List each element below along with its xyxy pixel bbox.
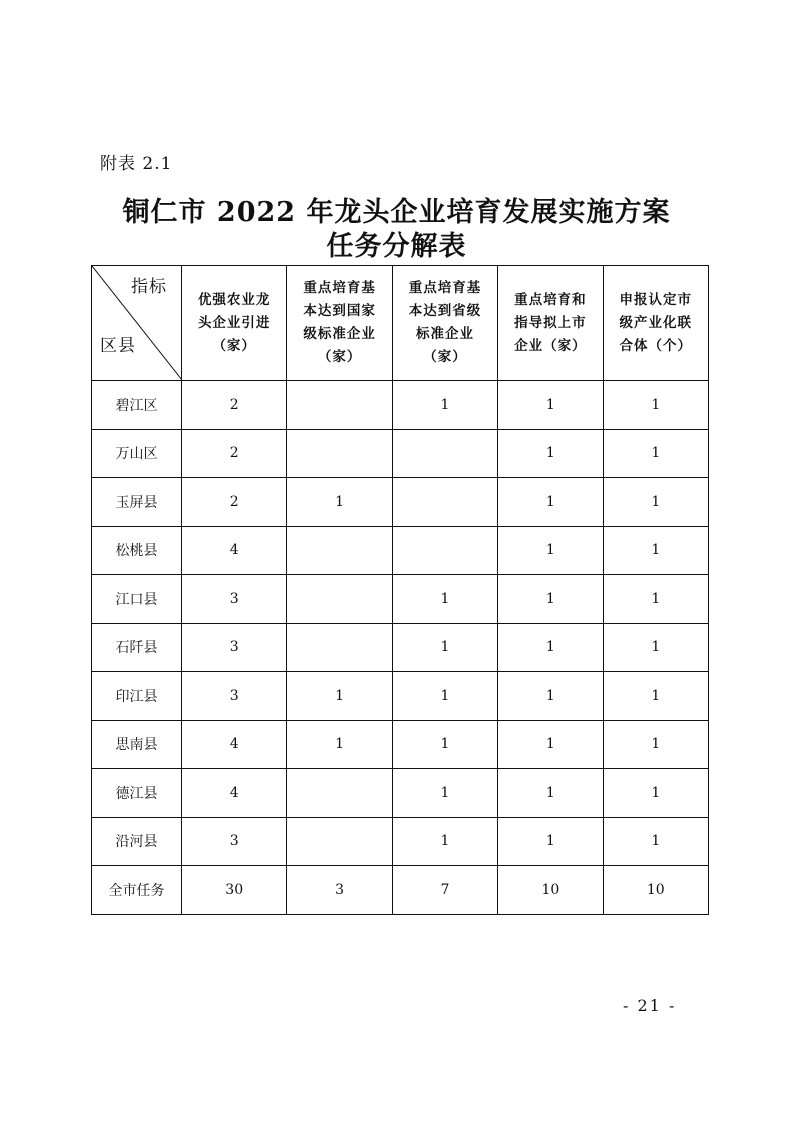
column-header: 重点培育基 本达到省级 标准企业 （家） — [392, 266, 497, 381]
table-row — [92, 575, 709, 624]
value-cell — [287, 381, 392, 430]
value-cell: 1 — [392, 575, 497, 624]
value-cell: 1 — [392, 623, 497, 672]
district-label: 区县 — [100, 336, 136, 356]
column-header: 重点培育基 本达到国家 级标准企业 （家） — [287, 266, 392, 381]
value-cell: 1 — [603, 381, 708, 430]
value-cell: 3 — [182, 623, 287, 672]
district-cell: 印江县 — [92, 672, 182, 721]
column-header: 重点培育和 指导拟上市 企业（家） — [498, 266, 603, 381]
value-cell — [287, 575, 392, 624]
value-cell: 1 — [498, 769, 603, 818]
value-cell: 4 — [182, 769, 287, 818]
value-cell: 1 — [498, 526, 603, 575]
value-cell — [287, 526, 392, 575]
value-cell: 2 — [182, 429, 287, 478]
table-row — [92, 866, 709, 915]
district-cell: 碧江区 — [92, 381, 182, 430]
value-cell: 1 — [603, 526, 708, 575]
value-cell: 1 — [603, 575, 708, 624]
value-cell: 1 — [287, 478, 392, 527]
district-cell: 万山区 — [92, 429, 182, 478]
district-cell: 全市任务 — [92, 866, 182, 915]
value-cell: 1 — [392, 381, 497, 430]
value-cell: 1 — [603, 720, 708, 769]
table-row — [92, 817, 709, 866]
table-row — [92, 526, 709, 575]
district-cell: 思南县 — [92, 720, 182, 769]
value-cell: 1 — [498, 817, 603, 866]
value-cell: 1 — [498, 575, 603, 624]
district-cell: 德江县 — [92, 769, 182, 818]
document-title-line1: 铜仁市 2022 年龙头企业培育发展实施方案 — [122, 197, 671, 228]
table-row — [92, 623, 709, 672]
value-cell: 3 — [182, 817, 287, 866]
value-cell: 1 — [498, 429, 603, 478]
task-breakdown-table — [91, 265, 709, 915]
value-cell — [392, 429, 497, 478]
value-cell: 1 — [287, 720, 392, 769]
value-cell: 1 — [392, 720, 497, 769]
column-header: 申报认定市 级产业化联 合体（个） — [603, 266, 708, 381]
district-cell: 江口县 — [92, 575, 182, 624]
value-cell: 1 — [498, 381, 603, 430]
table-row — [92, 720, 709, 769]
value-cell: 1 — [603, 478, 708, 527]
value-cell: 3 — [287, 866, 392, 915]
value-cell: 3 — [182, 575, 287, 624]
value-cell: 1 — [392, 817, 497, 866]
column-header: 优强农业龙 头企业引进 （家） — [182, 266, 287, 381]
table-row — [92, 672, 709, 721]
attachment-label: 附表 2.1 — [100, 154, 173, 174]
value-cell: 1 — [498, 478, 603, 527]
district-cell: 玉屏县 — [92, 478, 182, 527]
value-cell: 10 — [498, 866, 603, 915]
value-cell: 2 — [182, 381, 287, 430]
value-cell: 1 — [603, 623, 708, 672]
table-row — [92, 478, 709, 527]
district-cell: 松桃县 — [92, 526, 182, 575]
value-cell: 30 — [182, 866, 287, 915]
value-cell: 1 — [603, 429, 708, 478]
value-cell — [287, 623, 392, 672]
document-title-line2: 任务分解表 — [326, 231, 467, 262]
value-cell: 1 — [603, 769, 708, 818]
value-cell — [392, 478, 497, 527]
value-cell: 1 — [603, 672, 708, 721]
value-cell: 1 — [498, 623, 603, 672]
value-cell — [287, 769, 392, 818]
table-row — [92, 429, 709, 478]
value-cell — [392, 526, 497, 575]
value-cell: 4 — [182, 720, 287, 769]
value-cell: 2 — [182, 478, 287, 527]
indicator-label: 指标 — [131, 277, 167, 297]
value-cell — [287, 817, 392, 866]
value-cell: 1 — [603, 817, 708, 866]
district-cell: 沿河县 — [92, 817, 182, 866]
value-cell: 4 — [182, 526, 287, 575]
value-cell: 10 — [603, 866, 708, 915]
corner-header-cell — [92, 266, 182, 381]
table-header-row — [92, 266, 709, 381]
value-cell: 1 — [498, 672, 603, 721]
value-cell: 1 — [392, 769, 497, 818]
value-cell: 7 — [392, 866, 497, 915]
page-number: - 21 - — [623, 996, 677, 1015]
value-cell — [287, 429, 392, 478]
value-cell: 1 — [392, 672, 497, 721]
value-cell: 3 — [182, 672, 287, 721]
table-row — [92, 769, 709, 818]
district-cell: 石阡县 — [92, 623, 182, 672]
value-cell: 1 — [498, 720, 603, 769]
value-cell: 1 — [287, 672, 392, 721]
table-row — [92, 381, 709, 430]
